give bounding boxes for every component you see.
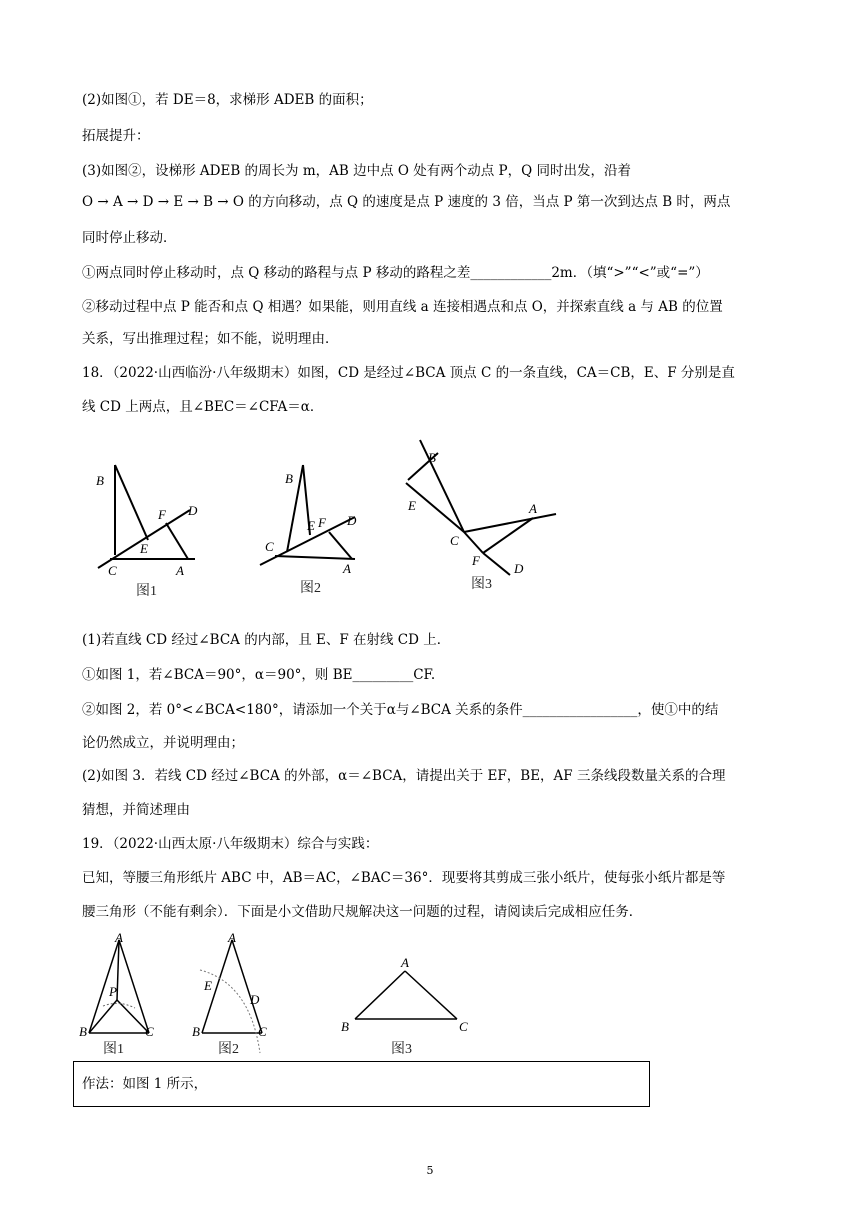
q17-part3-line3: 同时停止移动． <box>82 230 177 246</box>
fig18-2-label-a: A <box>343 561 351 576</box>
fig18-3-label-b: B <box>428 450 436 465</box>
q19-desc-line1: 已知，等腰三角形纸片 ABC 中，AB＝AC，∠BAC＝36°．现要将其剪成三张小纸片，使每张小纸片都是等 <box>82 870 726 886</box>
fig18-2-label-f: F <box>318 515 326 530</box>
fig18-3-label-a: A <box>529 501 537 516</box>
fig19-2-label-b: B <box>192 1024 200 1039</box>
fig18-1-label-e: E <box>140 541 148 556</box>
fig19-2-label-a: A <box>228 930 236 945</box>
fig18-1-label-f: F <box>158 507 166 522</box>
q17-part3-sub2-cont: 关系，写出推理过程；如不能，说明理由． <box>82 331 339 347</box>
fig18-1-label-a: A <box>176 563 184 578</box>
fig19-3-label-c: C <box>459 1019 468 1034</box>
fig19-2-label-c: C <box>258 1024 267 1039</box>
q19-figure-1 <box>75 928 165 1058</box>
q19-stem: 19．（2022·山西太原·八年级期末）综合与实践： <box>82 836 379 852</box>
page-number: 5 <box>426 1164 434 1177</box>
fig19-2-label-d: D <box>250 992 260 1007</box>
fig18-3-label-d: D <box>514 561 524 576</box>
fig19-3-label-b: B <box>341 1019 349 1034</box>
q18-part1-sub2-cont: 论仍然成立，并说明理由； <box>82 735 244 751</box>
fig18-3-label-e: E <box>408 498 416 513</box>
q18-part1-sub1: ①如图 1，若∠BCA＝90°，α＝90°，则 BE_________CF. <box>82 667 436 683</box>
q18-figure-1 <box>90 455 220 605</box>
q18-part1: (1)若直线 CD 经过∠BCA 的内部，且 E、F 在射线 CD 上． <box>82 632 451 648</box>
q18-stem-line1: 18．（2022·山西临汾·八年级期末）如图，CD 是经过∠BCA 顶点 C 的一条直线，CA＝CB，E、F 分别是直 <box>82 365 735 381</box>
q18-stem-line2: 线 CD 上两点，且∠BEC＝∠CFA＝α． <box>82 399 324 415</box>
q18-figure-3 <box>398 435 563 595</box>
q18-part2-cont: 猜想，并简述理由 <box>82 802 190 818</box>
fig18-2-label-b: B <box>285 471 293 486</box>
fig18-2-caption: 图2 <box>300 581 321 596</box>
fig19-1-label-a: A <box>115 930 123 945</box>
fig19-1-label-c: C <box>145 1024 154 1039</box>
q19-figure-3 <box>335 955 485 1055</box>
fig18-3-caption: 图3 <box>471 577 492 592</box>
fig18-2-label-d: D <box>347 513 357 528</box>
construction-method-box <box>73 1061 650 1107</box>
q17-part3-sub1: ①两点同时停止移动时，点 Q 移动的路程与点 P 移动的路程之差____________2m．（填“>”“<”或“=”） <box>82 265 709 281</box>
fig18-1-label-d: D <box>188 503 198 518</box>
fig19-3-label-a: A <box>401 955 409 970</box>
q17-part2: (2)如图①，若 DE＝8，求梯形 ADEB 的面积； <box>82 92 373 108</box>
fig19-1-label-b: B <box>79 1024 87 1039</box>
q19-figure-2 <box>190 928 290 1058</box>
fig18-3-label-f: F <box>472 553 480 568</box>
fig19-2-caption: 图2 <box>218 1042 239 1057</box>
fig19-1-label-p: P <box>109 984 117 999</box>
fig19-1-caption: 图1 <box>103 1042 124 1057</box>
fig18-1-label-c: C <box>108 563 117 578</box>
q17-part3-line2: O → A → D → E → B → O 的方向移动，点 Q 的速度是点 P 速度的 3 倍，当点 P 第一次到达点 B 时，两点 <box>82 194 731 210</box>
fig19-2-label-e: E <box>204 978 212 993</box>
fig19-3-caption: 图3 <box>391 1042 412 1055</box>
q17-part3-line1: (3)如图②，设梯形 ADEB 的周长为 m，AB 边中点 O 处有两个动点 P，Q 同时出发，沿着 <box>82 163 631 179</box>
q18-figure-2 <box>255 455 385 605</box>
fig18-2-label-e: E <box>307 518 315 533</box>
q17-part3-sub2: ②移动过程中点 P 能否和点 Q 相遇？如果能，则用直线 a 连接相遇点和点 O，并探索直线 a 与 AB 的位置 <box>82 299 723 315</box>
q18-part2: (2)如图 3．若线 CD 经过∠BCA 的外部，α＝∠BCA，请提出关于 EF，BE，AF 三条线段数量关系的合理 <box>82 768 726 784</box>
fig18-2-label-c: C <box>265 539 274 554</box>
construction-method-text: 作法：如图 1 所示， <box>82 1076 208 1092</box>
fig18-3-label-c: C <box>450 533 459 548</box>
q18-part1-sub2: ②如图 2，若 0°<∠BCA<180°，请添加一个关于α与∠BCA 关系的条件_________________，使①中的结 <box>82 702 719 718</box>
fig18-1-caption: 图1 <box>136 584 157 599</box>
extension-heading: 拓展提升： <box>82 128 150 144</box>
fig18-1-label-b: B <box>96 473 104 488</box>
q19-desc-line2: 腰三角形（不能有剩余）．下面是小文借助尺规解决这一问题的过程，请阅读后完成相应任务． <box>82 904 643 920</box>
